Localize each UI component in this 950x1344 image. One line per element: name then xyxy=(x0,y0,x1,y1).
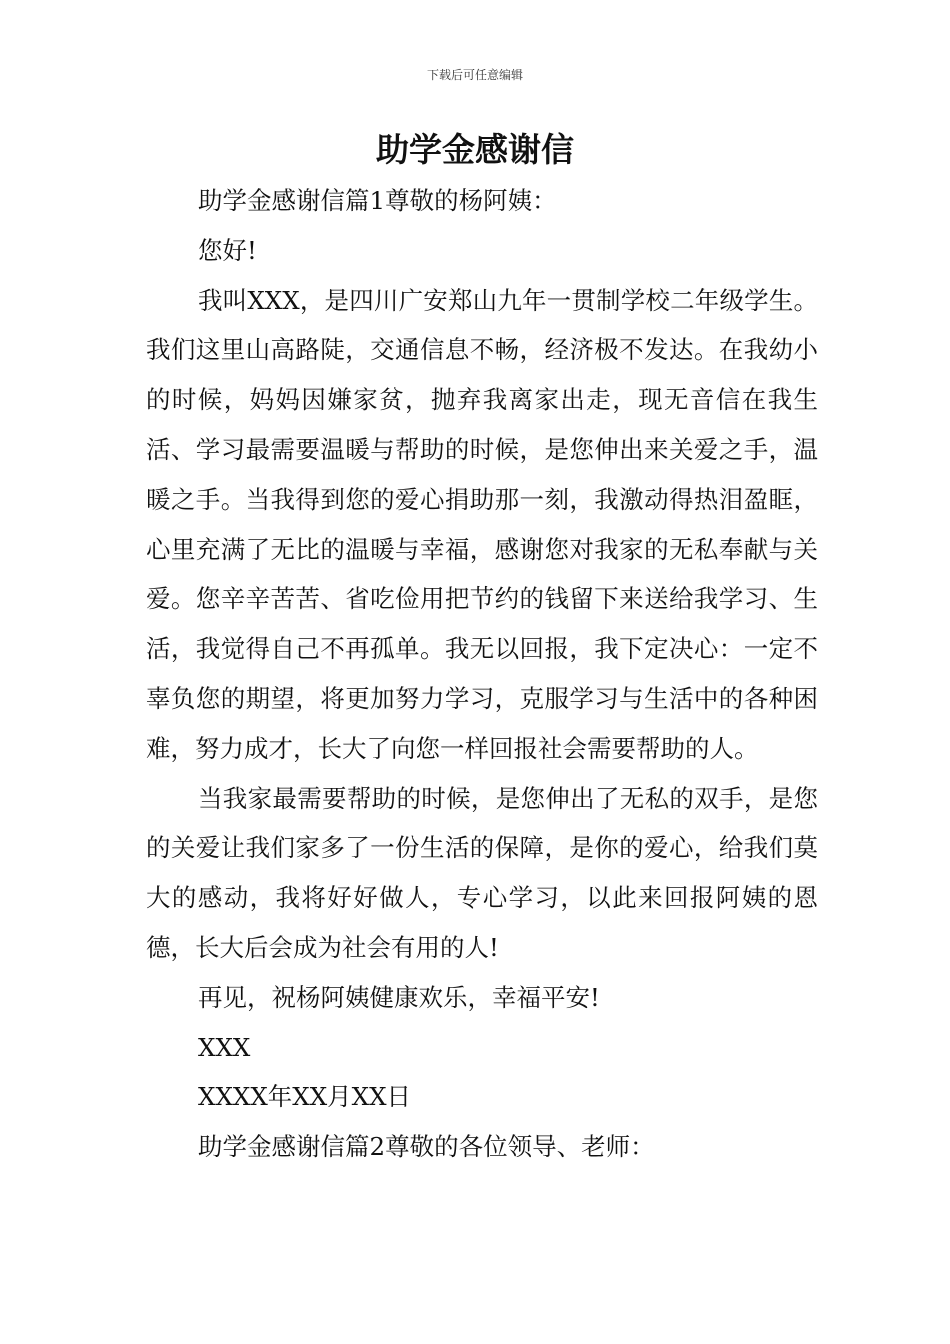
signature-date: XXXX年XX月XX日 xyxy=(198,1082,412,1112)
document-title: 助学金感谢信 xyxy=(376,130,574,169)
signature-name: XXX xyxy=(198,1032,251,1062)
paragraph-greeting-heading: 助学金感谢信篇1尊敬的杨阿姨： xyxy=(198,186,557,215)
paragraph-salutation: 您好! xyxy=(198,235,257,265)
document-body xyxy=(146,176,818,1172)
paragraph-gratitude: 当我家最需要帮助的时候，是您伸出了无私的双手，是您的关爱让我们家多了一份生活的保障，是你的爱心，给我们莫大的感动，我将好好做人，专心学习，以此来回报阿姨的恩德，长大后会成为社会有用的人! xyxy=(146,783,818,962)
paragraph-introduction: 我叫XXX，是四川广安郑山九年一贯制学校二年级学生。我们这里山高路陡，交通信息不畅，经济极不发达。在我幼小的时候，妈妈因嫌家贫，抛弃我离家出走，现无音信在我生活、学习最需要温暖与帮助的时候，是您伸出来关爱之手，温暖之手。当我得到您的爱心捐助那一刻，我激动得热泪盈眶，心里充满了无比的温暖与幸福，感谢您对我家的无私奉献与关爱。您辛辛苦苦、省吃俭用把节约的钱留下来送给我学习、生活，我觉得自己不再孤单。我无以回报，我下定决心：一定不辜负您的期望，将更加努力学习，克服学习与生活中的各种困难，努力成才，长大了向您一样回报社会需要帮助的人。 xyxy=(146,285,818,763)
paragraph-closing: 再见，祝杨阿姨健康欢乐，幸福平安! xyxy=(198,982,600,1012)
header-note: 下载后可任意编辑 xyxy=(426,68,523,82)
paragraph-next-letter-heading: 助学金感谢信篇2尊敬的各位领导、老师： xyxy=(198,1132,655,1162)
